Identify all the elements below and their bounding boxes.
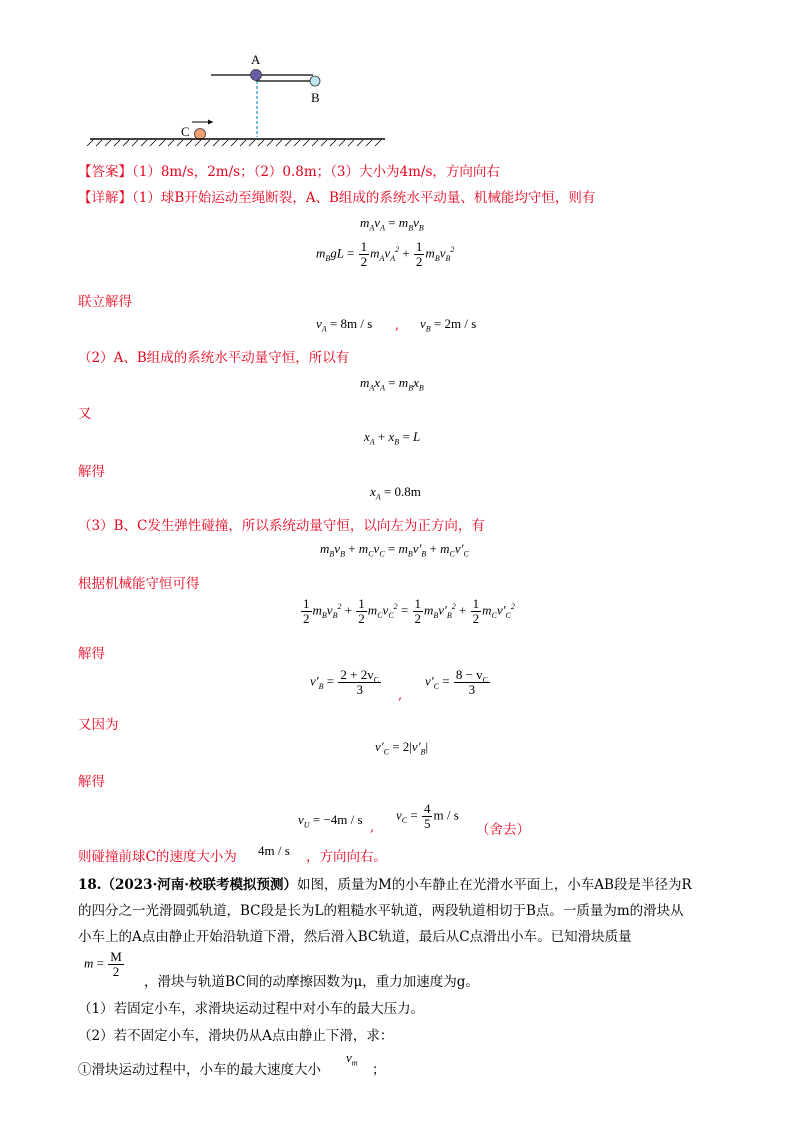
solve-label-2: 解得 [78,646,105,662]
physics-diagram [85,50,405,150]
energy-label: 根据机械能守恒可得 [78,576,200,592]
eq-vc-value: $v_C$ = $\frac{4}{5}$ m / s [396,801,459,831]
answer-text: （1）8m/s，2m/s；（2）0.8m；（3）大小为4m/s，方向向右 [132,164,500,180]
eq-vu-value: $v_U = -4m / s$ [298,812,363,830]
eq-vb-value: $v_B = 2m / s$ [420,316,477,334]
vb-value: = 2m / s [433,316,477,331]
question-2a [78,1058,321,1078]
eq-momentum-ab: $m_Av_A = m_Bv_B$ [360,215,424,233]
eq-energy-bc: $\frac{1}{2}$ $m_Bv_B^2$ + $\frac{1}{2}$ $m_Cv_C^2$ = $\frac{1}{2}$ $m_Bv'_B^2$ + $\frac{1}{2}$ $m_Cv'_C^2$ [303,596,515,626]
problem-18-line-1 [78,873,692,893]
label-c: C [181,124,190,139]
eq-mass-ratio: m = $\frac{M}{2}$ [84,949,122,979]
ball-a [251,70,262,81]
conclusion-value: 4m / s [258,843,290,858]
vu-value: = −4m / s [312,812,363,827]
conclusion-pre: 则碰撞前球C的速度大小为 [78,849,237,865]
eq-momentum-bc: $m_Bv_B + m_Cv_C = m_Bv'_B + m_Cv'_C$ [320,541,469,559]
question-2: （2）若不固定小车，滑块仍从A点由静止下滑，求： [78,1028,394,1044]
comma-2: , [398,688,403,703]
comma-3: , [370,820,375,835]
discard-label: （舍去） [476,822,530,838]
problem-line-3: 小车上的A点由静止开始沿轨道下滑，然后滑入BC轨道，最后从C点滑出小车。已知滑块质量 [78,929,632,945]
comma-1: , [395,318,400,333]
eq-energy-ab: $m_BgL$ = $\frac{1}{2}$ $m_Av_A^2$ + $\frac{1}{2}$ $m_Bv_B^2$ [316,239,455,269]
eq-vc-prime: $v'_C$ = $\frac{8 - v_C}{3}$ [425,667,488,697]
question-1: （1）若固定小车，求滑块运动过程中对小车的最大压力。 [78,1001,425,1017]
problem-number: 18. [78,877,102,893]
problem-line-4: ，滑块与轨道BC间的动摩擦因数为μ，重力加速度为g。 [144,974,479,990]
va-value: = 8m / s [329,316,373,331]
question-2a-end: ； [372,1062,386,1078]
problem-source: （2023·河南·校联考模拟预测） [101,877,297,893]
eq-va-value: $v_A = 8m / s$ [316,316,373,334]
also-label: 又 [78,406,92,422]
conclusion-line [78,845,237,865]
detail-line-1 [78,186,595,206]
ball-b [310,76,320,86]
combine-label: 联立解得 [78,294,132,310]
eq-speed-relation: $v'_C = 2|v'_B|$ [375,739,429,757]
eq-displacement-sum: $x_A + x_B = L$ [364,429,421,447]
xa-value: = 0.8m [383,484,421,499]
solve-label-3: 解得 [78,774,105,790]
detail-p3: （3）B、C发生弹性碰撞，所以系统动量守恒，以向左为正方向，有 [78,518,485,534]
label-b: B [311,90,320,105]
answer-line [78,160,500,180]
question-2a-text: ①滑块运动过程中，小车的最大速度大小 [78,1062,321,1078]
label-a: A [251,52,261,67]
solve-label-1: 解得 [78,464,105,480]
detail-p1: （1）球B开始运动至绳断裂，A、B组成的系统水平动量、机械能均守恒，则有 [132,190,596,206]
eq-displacement-ratio: $m_Ax_A = m_Bx_B$ [360,375,424,393]
vc-value: m / s [433,807,459,823]
also-because-label: 又因为 [78,717,119,733]
eq-vm-symbol: $v_m$ [346,1050,358,1068]
detail-tag: 【详解】 [78,190,132,206]
conclusion-post: ，方向向右。 [306,849,387,865]
eq-vb-prime: $v'_B$ = $\frac{2 + 2v_C}{3}$ [310,667,380,697]
problem-line-1: 如图，质量为M的小车静止在光滑水平面上，小车AB段是半径为R [296,877,692,893]
detail-p2: （2）A、B组成的系统水平动量守恒，所以有 [78,350,350,366]
problem-line-2: 的四分之一光滑圆弧轨道，BC段是长为L的粗糙水平轨道，两段轨道相切于B点。一质量为m的滑块从 [78,903,684,919]
eq-xa-value: $x_A = 0.8m$ [370,484,421,502]
ball-c [195,129,206,140]
answer-tag: 【答案】 [78,164,132,180]
